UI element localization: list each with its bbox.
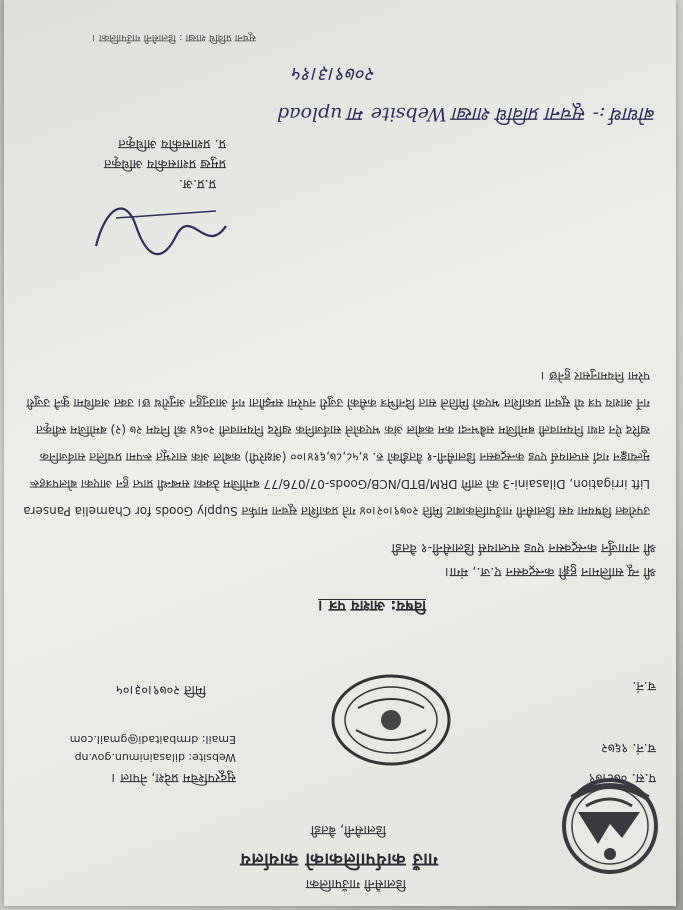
signature-icon <box>86 196 236 266</box>
office-stamp-icon <box>326 670 456 770</box>
ref-number: प.स. ०७८।७९ <box>588 770 656 785</box>
subject-line: विषय: आशय पत्र । <box>318 597 426 615</box>
office-location: डिलासैनी, बैतडी <box>310 822 386 837</box>
government-emblem-icon <box>558 774 662 878</box>
chalani-number: च.नं. ९६७२ <box>601 740 656 755</box>
handwritten-date: २०७९।३।१५ <box>292 63 376 85</box>
letter-content <box>4 0 676 906</box>
recipient-2: श्री नागार्जुन कन्स्ट्रक्सन एण्ड सप्लायर्स डिलासैनी-१ वैतडी <box>391 540 656 555</box>
office-title: गाउँ कार्यपालिकाको कार्यालय <box>239 849 438 870</box>
recipient-1: श्री न्यू सालिमान हुङ्गी कन्स्ट्रक्सन ए.ज., मंगा। <box>444 564 656 579</box>
handwritten-note: बोधार्थ :- सूचना प्रविधि शाखा Website मा upload <box>277 103 656 125</box>
signatory-title: प्रमुख प्रशासकीय अधिकृत <box>103 156 226 171</box>
signatory-designation: प्र. प्रशासकीय अधिकृत <box>118 136 226 151</box>
email-line: Email: drmbaitadi@gmail.com <box>69 733 236 746</box>
letter-body: उपरोक्त विषयमा यस डिलासैनी गाउँपालिकाबाट मिति २०७९।०२।०४ गते प्रकाशित सूचना मार्फत Supply Goods for Chamelia Pansera Lift irrigation, Dilasaini-3 को लागि DRM/BTD/NCB/Goods-07/076/77 बमोजिम ठेक्का सम्बन्धी प्राप्त हुन आएका बोलपत्रहरू मूल्याङ्कन गर्दा सप्लायर्स एण्ड कन्स्ट्रक्सन डिलासैनी-१ वैतडीको रु. ४,५८,८७,६१४।०० (अक्षरेपी) कबोल अंक सारभूत रूपमा प्रचलित सार्वजनिक खरिद ऐन तथा नियमावली बमोजिम सबैभन्दा कम कबोल अंक भएकोले सार्वजनिक खरिद नियमावली २०६४ को नियम २७ (२) बमोजिम स्वीकृत गर्ने आशय पत्र यो सूचना प्रकाशित भएको मितिले सात दिनभित्र कसैको उजुरी नपरेमा सम्झौता गर्न आउनुहुन अनुरोध छ। उक्त अवधिमा कुनै उजुरी परेमा नियमानुसार हुनेछ । <box>23 369 650 518</box>
municipality-name: डिलासैनी गाउँपालिका <box>305 876 406 891</box>
cha-na-label: च.नं. <box>632 678 656 693</box>
cc-line: सूचना प्रविधि शाखा : डिलासैनी गाउँपालिका । <box>91 32 256 43</box>
website-line: Website: dilasainimun.gov.np <box>74 751 236 764</box>
letter-date: मिति २०७९।०३।०५ <box>116 682 206 697</box>
province-line: सुदूरपश्चिम प्रदेश, नेपाल । <box>111 770 236 785</box>
signatory-initials: प्र.प्र.अ. <box>178 176 216 191</box>
letter-page <box>4 0 676 906</box>
